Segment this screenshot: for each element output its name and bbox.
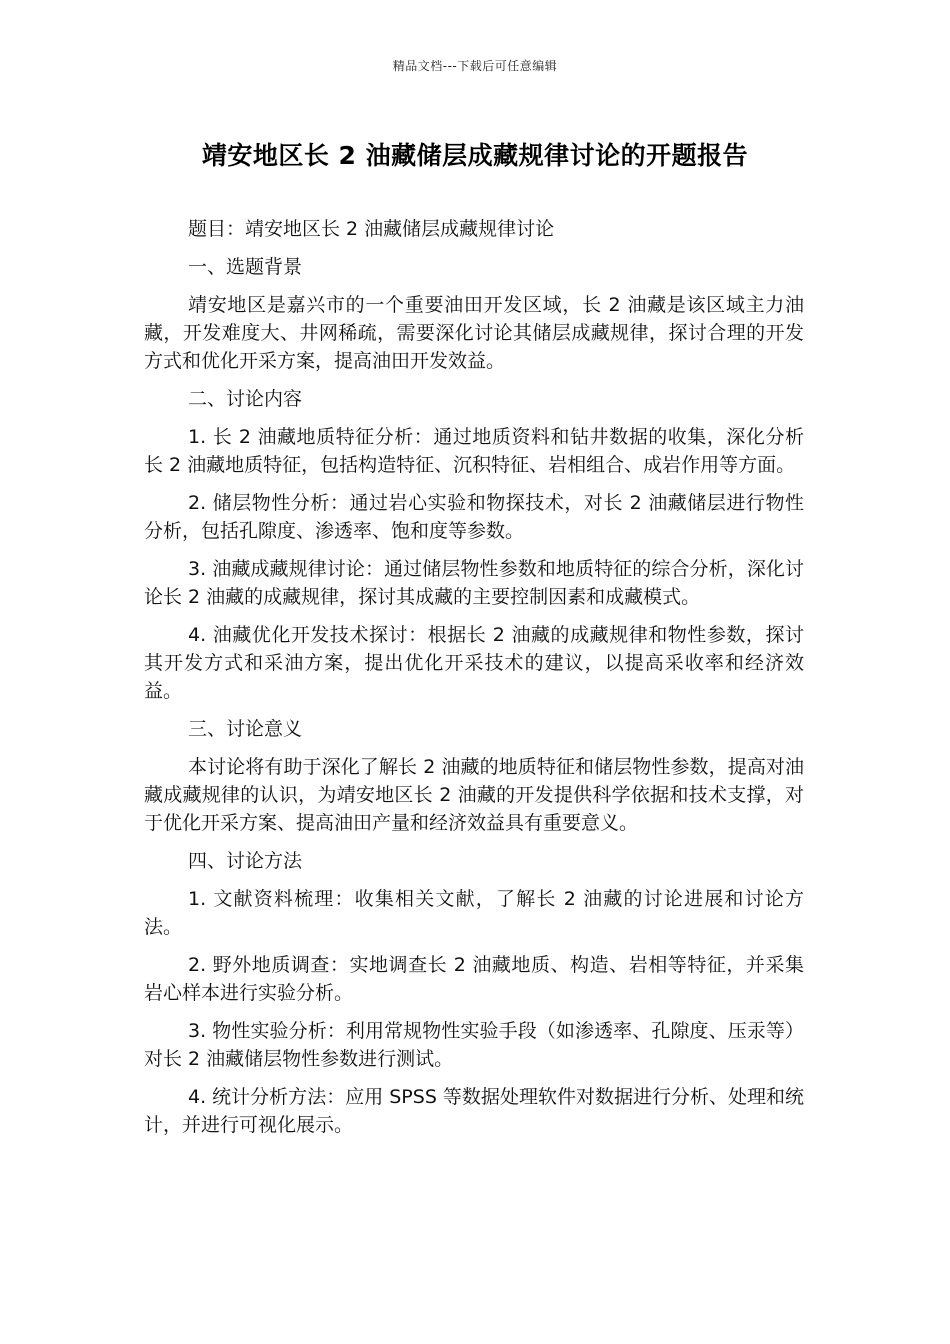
content-item-2: 2. 储层物性分析：通过岩心实验和物探技术，对长 2 油藏储层进行物性分析，包括孔隙度、渗透率、饱和度等参数。 [144,492,804,542]
section-heading-content: 二、讨论内容 [188,388,303,410]
section-heading-significance: 三、讨论意义 [188,718,303,740]
method-item-3: 3. 物性实验分析：利用常规物性实验手段（如渗透率、孔隙度、压汞等）对长 2 油藏储层物性参数进行测试。 [144,1020,804,1070]
section-heading-background: 一、选题背景 [188,256,303,278]
document-title: 靖安地区长 2 油藏储层成藏规律讨论的开题报告 [201,141,749,170]
background-paragraph: 靖安地区是嘉兴市的一个重要油田开发区域，长 2 油藏是该区域主力油藏，开发难度大、井网稀疏，需要深化讨论其储层成藏规律，探讨合理的开发方式和优化开采方案，提高油田开发效益。 [144,294,804,372]
content-item-4: 4. 油藏优化开发技术探讨：根据长 2 油藏的成藏规律和物性参数，探讨其开发方式和采油方案，提出优化开采技术的建议，以提高采收率和经济效益。 [144,624,804,702]
method-item-1: 1. 文献资料梳理：收集相关文献，了解长 2 油藏的讨论进展和讨论方法。 [144,888,804,938]
page-header: 精品文档---下载后可任意编辑 [392,59,558,73]
content-item-1: 1. 长 2 油藏地质特征分析：通过地质资料和钻井数据的收集，深化分析长 2 油藏地质特征，包括构造特征、沉积特征、岩相组合、成岩作用等方面。 [144,426,804,476]
method-item-2: 2. 野外地质调查：实地调查长 2 油藏地质、构造、岩相等特征，并采集岩心样本进行实验分析。 [144,954,804,1004]
subject-line: 题目：靖安地区长 2 油藏储层成藏规律讨论 [188,218,555,240]
section-heading-methods: 四、讨论方法 [188,850,303,872]
significance-paragraph: 本讨论将有助于深化了解长 2 油藏的地质特征和储层物性参数，提高对油藏成藏规律的认识，为靖安地区长 2 油藏的开发提供科学依据和技术支撑，对于优化开采方案、提高油田产量和经济效益具有重要意义。 [144,756,804,834]
method-item-4: 4. 统计分析方法：应用 SPSS 等数据处理软件对数据进行分析、处理和统计，并进行可视化展示。 [144,1086,804,1136]
document-body [144,215,804,1149]
content-item-3: 3. 油藏成藏规律讨论：通过储层物性参数和地质特征的综合分析，深化讨论长 2 油藏的成藏规律，探讨其成藏的主要控制因素和成藏模式。 [144,558,804,608]
